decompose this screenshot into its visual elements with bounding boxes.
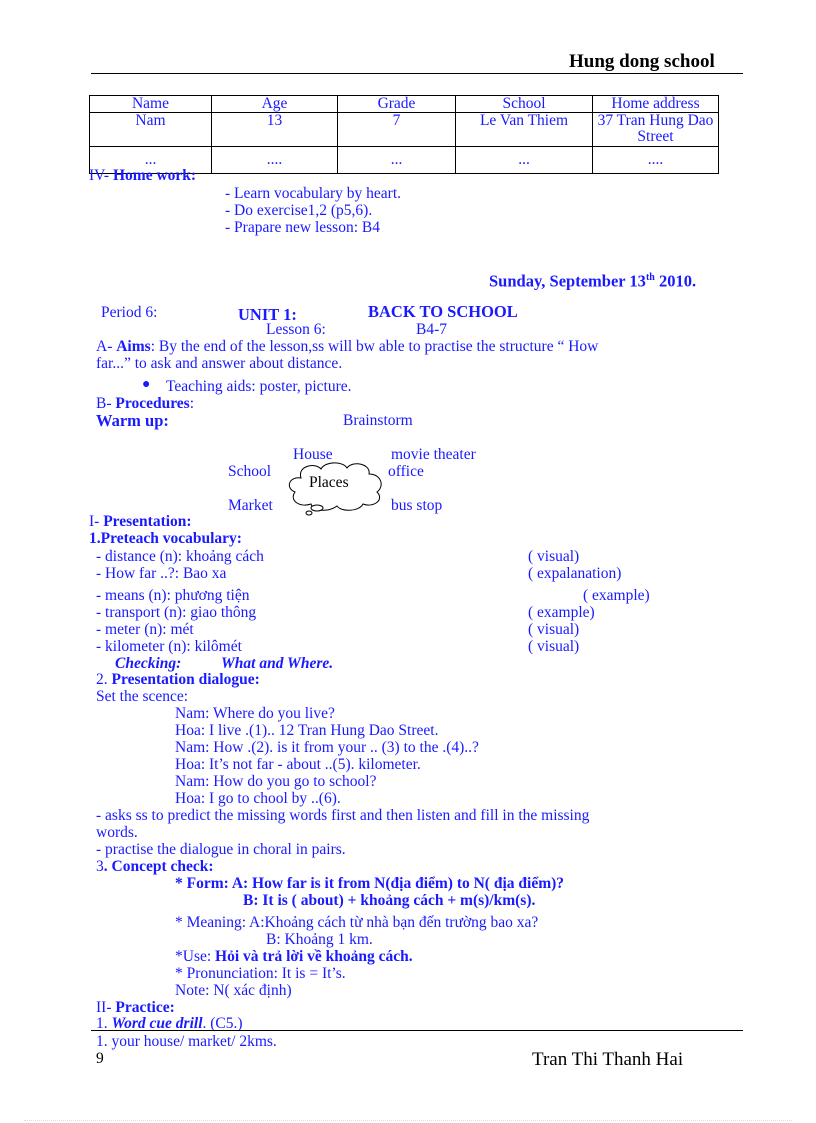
table-cell: ... <box>338 147 456 174</box>
drill-heading: 1. Word cue drill. (C5.) <box>96 1015 243 1032</box>
presentation-heading: I- Presentation: <box>89 513 192 530</box>
header-cell: Grade <box>338 96 456 113</box>
table-cell: 37 Tran Hung Dao Street <box>593 113 719 147</box>
instruction-line: - practise the dialogue in choral in pairs. <box>96 841 346 858</box>
table-cell: Le Van Thiem <box>456 113 593 147</box>
header-cell: Name <box>90 96 212 113</box>
note-line: Note: N( xác định) <box>175 982 292 999</box>
vocab-method: ( example) <box>528 604 595 621</box>
mindmap-word: School <box>228 463 272 480</box>
mindmap-word: office <box>388 463 424 480</box>
table-cell: 7 <box>338 113 456 147</box>
header-rule <box>91 73 743 74</box>
warmup-activity: Brainstorm <box>343 412 413 429</box>
vocab-word: - distance (n): khoảng cách <box>96 548 264 565</box>
mindmap-word: House <box>293 446 333 463</box>
homework-heading: IV- Home work: <box>89 167 197 184</box>
vocab-method: ( example) <box>583 587 650 604</box>
school-name: Hung dong school <box>569 51 715 72</box>
set-scene: Set the scence: <box>96 688 189 705</box>
meaning-line: B: Khoảng 1 km. <box>266 931 373 948</box>
table-cell: .... <box>593 147 719 174</box>
bullet-icon: ● <box>142 377 151 392</box>
table-cell: ... <box>456 147 593 174</box>
lesson-date: Sunday, September 13th 2010. <box>489 271 697 291</box>
meaning-line: * Meaning: A:Khoảng cách từ nhà bạn đến trường bao xa? <box>175 914 539 931</box>
mindmap-center: Places <box>309 474 349 491</box>
homework-item: - Learn vocabulary by heart. <box>225 185 402 202</box>
warmup-heading: Warm up: <box>96 411 169 430</box>
procedures-heading: B- Procedures: <box>96 395 195 412</box>
mindmap-word: bus stop <box>391 497 443 514</box>
mindmap-word: Market <box>228 497 273 514</box>
dialogue-line: Nam: How .(2). is it from your .. (3) to the .(4)..? <box>175 739 479 756</box>
unit-title: BACK TO SCHOOL <box>368 302 518 321</box>
table-header-row <box>90 96 719 113</box>
use-line: *Use: Hỏi và trả lời về khoảng cách. <box>175 948 413 965</box>
practice-heading: II- Practice: <box>96 999 175 1016</box>
lesson-code: B4-7 <box>416 321 447 338</box>
vocab-word: - transport (n): giao thông <box>96 604 257 621</box>
mindmap-word: movie theater <box>391 446 476 463</box>
footer-rule <box>91 1030 743 1031</box>
period-label: Period 6: <box>101 304 158 321</box>
dialogue-line: Hoa: I live .(1).. 12 Tran Hung Dao Street. <box>175 722 439 739</box>
student-info-table <box>89 95 719 174</box>
dialogue-line: Nam: How do you go to school? <box>175 773 377 790</box>
vocab-word: - kilometer (n): kilômét <box>96 638 242 655</box>
checking-label: Checking: <box>115 655 182 672</box>
header-cell: Home address <box>593 96 719 113</box>
concept-heading: 3. Concept check: <box>96 858 214 875</box>
preteach-heading: 1.Preteach vocabulary: <box>89 530 242 547</box>
form-line: * Form: A: How far is it from N(địa điểm) to N( địa điểm)? <box>175 875 565 892</box>
unit-label: UNIT 1: <box>238 305 297 324</box>
header-cell: Age <box>212 96 338 113</box>
table-row <box>90 113 719 147</box>
aims-line: far...” to ask and answer about distance. <box>96 355 343 372</box>
homework-item: - Do exercise1,2 (p5,6). <box>225 202 373 219</box>
dialogue-heading: 2. Presentation dialogue: <box>96 671 260 688</box>
vocab-word: - How far ..?: Bao xa <box>96 565 227 582</box>
vocab-method: ( visual) <box>528 548 580 565</box>
header-cell: School <box>456 96 593 113</box>
table-cell: .... <box>212 147 338 174</box>
dialogue-line: Hoa: It’s not far - about ..(5). kilometer. <box>175 756 421 773</box>
vocab-method: ( expalanation) <box>528 565 622 582</box>
vocab-method: ( visual) <box>528 638 580 655</box>
dialogue-line: Hoa: I go to chool by ..(6). <box>175 790 341 807</box>
table-cell: 13 <box>212 113 338 147</box>
pronunciation-line: * Pronunciation: It is = It’s. <box>175 965 346 982</box>
vocab-word: - meter (n): mét <box>96 621 194 638</box>
author-name: Tran Thi Thanh Hai <box>532 1049 684 1070</box>
form-line: B: It is ( about) + khoảng cách + m(s)/km(s). <box>243 892 536 909</box>
homework-item: - Prapare new lesson: B4 <box>225 219 380 236</box>
teaching-aids: Teaching aids: poster, picture. <box>166 378 352 395</box>
checking-value: What and Where. <box>221 655 334 672</box>
page-number: 9 <box>96 1050 104 1067</box>
page-edge-divider <box>24 1120 792 1121</box>
aims-line: A- Aims: By the end of the lesson,ss will bw able to practise the structure “ How <box>96 338 599 355</box>
table-cell: ... <box>90 147 212 174</box>
instruction-line: - asks ss to predict the missing words first and then listen and fill in the missing <box>96 807 590 824</box>
instruction-line: words. <box>96 824 138 841</box>
vocab-method: ( visual) <box>528 621 580 638</box>
drill-item: 1. your house/ market/ 2kms. <box>96 1033 277 1050</box>
vocab-word: - means (n): phương tiện <box>96 587 250 604</box>
table-cell: Nam <box>90 113 212 147</box>
lesson-label: Lesson 6: <box>266 321 326 338</box>
dialogue-line: Nam: Where do you live? <box>175 705 335 722</box>
